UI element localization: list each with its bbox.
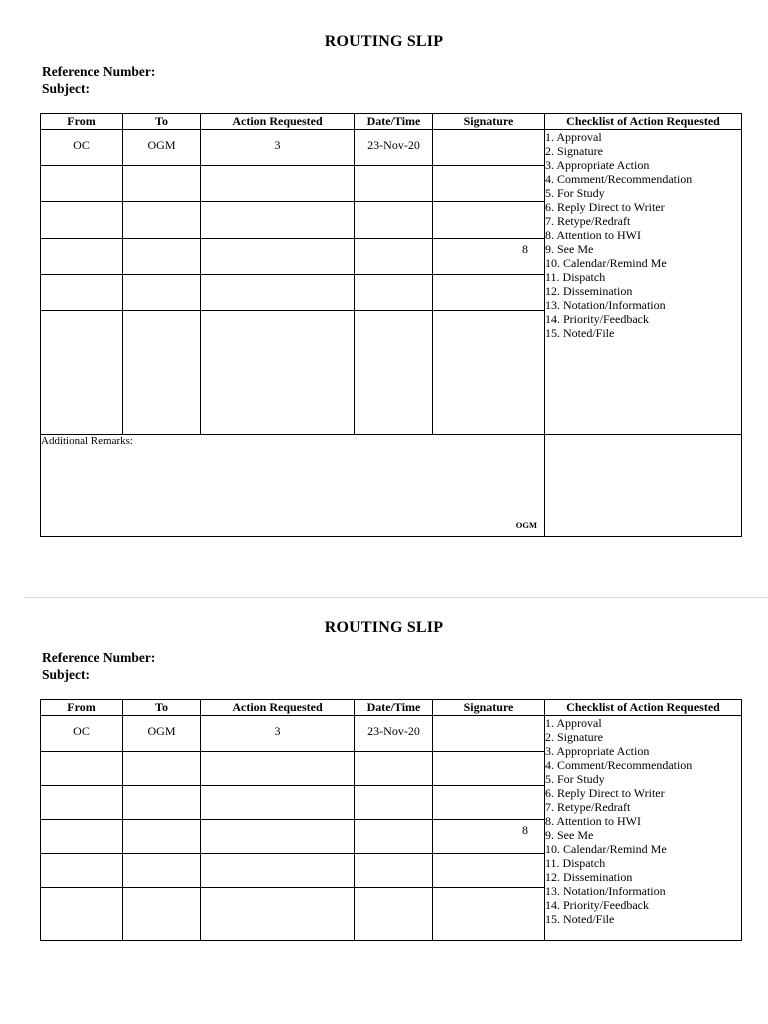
cell-signature xyxy=(433,716,545,752)
checklist-cell xyxy=(545,130,742,435)
header-checklist: Checklist of Action Requested xyxy=(545,700,742,716)
checklist-item: 13. Notation/Information xyxy=(545,298,666,312)
cell-to: OGM xyxy=(123,130,201,166)
checklist-item: 7. Retype/Redraft xyxy=(545,800,631,814)
checklist-item: 15. Noted/File xyxy=(545,912,615,926)
table-header-row xyxy=(41,700,742,716)
checklist-item: 9. See Me xyxy=(545,242,594,256)
checklist-item: 8. Attention to HWI xyxy=(545,228,641,242)
checklist-item: 1. Approval xyxy=(545,716,602,730)
header-to: To xyxy=(123,114,201,130)
checklist-item: 6. Reply Direct to Writer xyxy=(545,200,665,214)
checklist-item: 3. Appropriate Action xyxy=(545,158,650,172)
checklist-item: 10. Calendar/Remind Me xyxy=(545,842,667,856)
header-signature: Signature xyxy=(433,114,545,130)
checklist-item: 7. Retype/Redraft xyxy=(545,214,631,228)
cell-signature xyxy=(433,130,545,166)
checklist-item: 5. For Study xyxy=(545,772,605,786)
header-date-time: Date/Time xyxy=(355,700,433,716)
subject-label: Subject: xyxy=(42,81,90,96)
checklist-item: 2. Signature xyxy=(545,144,603,158)
checklist-item: 11. Dispatch xyxy=(545,270,606,284)
table-row xyxy=(41,130,742,166)
checklist-item: 14. Priority/Feedback xyxy=(545,898,649,912)
header-checklist: Checklist of Action Requested xyxy=(545,114,742,130)
checklist-item: 11. Dispatch xyxy=(545,856,606,870)
header-action-requested: Action Requested xyxy=(201,114,355,130)
checklist-item: 13. Notation/Information xyxy=(545,884,666,898)
header-to: To xyxy=(123,700,201,716)
page-divider xyxy=(24,597,768,598)
checklist-cell xyxy=(545,716,742,941)
signature-note: 8 xyxy=(433,239,545,275)
checklist-item: 4. Comment/Recommendation xyxy=(545,172,693,186)
routing-table xyxy=(40,113,742,537)
reference-number-label: Reference Number: xyxy=(42,64,156,79)
checklist-item: 15. Noted/File xyxy=(545,326,615,340)
header-date-time: Date/Time xyxy=(355,114,433,130)
checklist-item: 1. Approval xyxy=(545,130,602,144)
cell-action: 3 xyxy=(201,716,355,752)
table-row xyxy=(41,716,742,752)
header-signature: Signature xyxy=(433,700,545,716)
table-header-row xyxy=(41,114,742,130)
checklist-item: 3. Appropriate Action xyxy=(545,744,650,758)
checklist-item: 5. For Study xyxy=(545,186,605,200)
checklist-item: 4. Comment/Recommendation xyxy=(545,758,693,772)
checklist-item: 9. See Me xyxy=(545,828,594,842)
header-action-requested: Action Requested xyxy=(201,700,355,716)
cell-to: OGM xyxy=(123,716,201,752)
cell-from: OC xyxy=(41,716,123,752)
header-from: From xyxy=(41,114,123,130)
ogm-tag: OGM xyxy=(515,520,537,530)
checklist-item: 14. Priority/Feedback xyxy=(545,312,649,326)
checklist-item: 2. Signature xyxy=(545,730,603,744)
cell-action: 3 xyxy=(201,130,355,166)
checklist-item: 10. Calendar/Remind Me xyxy=(545,256,667,270)
subject-label: Subject: xyxy=(42,667,90,682)
form-title: ROUTING SLIP xyxy=(324,33,444,50)
checklist-item: 12. Dissemination xyxy=(545,284,633,298)
checklist-item: 6. Reply Direct to Writer xyxy=(545,786,665,800)
signature-note: 8 xyxy=(433,820,545,854)
checklist-item: 12. Dissemination xyxy=(545,870,633,884)
cell-date: 23-Nov-20 xyxy=(355,130,433,166)
form-title: ROUTING SLIP xyxy=(324,619,444,636)
additional-remarks-label: Additional Remarks: xyxy=(41,435,133,447)
routing-table xyxy=(40,699,742,941)
additional-remarks-cell xyxy=(41,435,545,537)
remarks-row xyxy=(41,435,742,537)
reference-number-label: Reference Number: xyxy=(42,650,156,665)
cell-date: 23-Nov-20 xyxy=(355,716,433,752)
header-from: From xyxy=(41,700,123,716)
cell-from: OC xyxy=(41,130,123,166)
checklist-item: 8. Attention to HWI xyxy=(545,814,641,828)
remarks-side-cell xyxy=(545,435,742,537)
